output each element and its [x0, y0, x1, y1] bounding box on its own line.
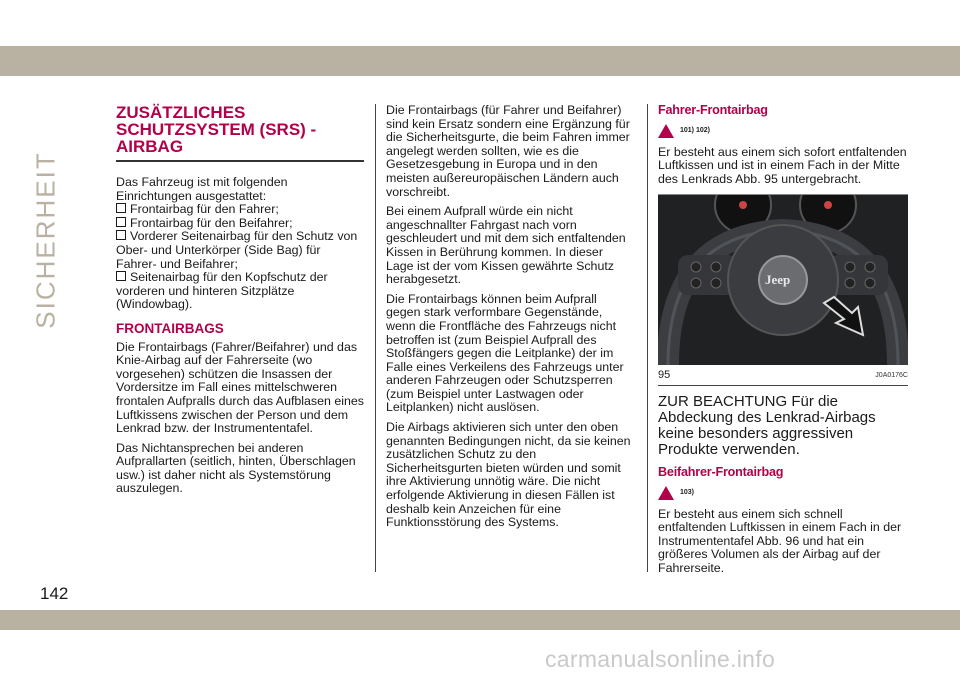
intro-text: Das Fahrzeug ist mit folgenden Einrichtungen ausgestattet:	[116, 175, 288, 203]
figure-caption	[658, 369, 908, 386]
checkbox-bullet-icon	[116, 217, 126, 227]
care-note: ZUR BEACHTUNG Für die Abdeckung des Lenkrad-Airbags keine besonders aggressiven Produkte verwenden.	[658, 392, 876, 458]
passenger-airbag-heading: Beifahrer-Frontairbag	[658, 464, 784, 479]
watermark-link[interactable]: carmanualsonline.info	[545, 646, 776, 672]
warning-triangle-icon	[658, 486, 674, 500]
list-item: Seitenairbag für den Kopfschutz der vorderen und hinteren Sitzplätze (Windowbag).	[116, 270, 328, 312]
steering-wheel-figure	[658, 194, 908, 365]
paragraph: Er besteht aus einem sich sofort entfaltenden Luftkissen und ist in einem Fach in der Mitte des Lenkrads Abb. 95 untergebracht.	[658, 144, 907, 186]
paragraph: Er besteht aus einem sich schnell entfaltenden Luftkissen in einem Fach in der Instrumententafel Abb. 96 und hat ein größeres Volumen als der Airbag auf der Fahrerseite.	[658, 506, 902, 575]
driver-airbag-heading: Fahrer-Frontairbag	[658, 103, 768, 117]
column-3	[658, 104, 908, 582]
paragraph: Das Nichtansprechen bei anderen Aufprallarten (seitlich, hinten, Überschlagen usw.) ist daher nicht als Systemstörung auszulegen.	[116, 440, 356, 496]
section-title: ZUSÄTZLICHES SCHUTZSYSTEM (SRS) - AIRBAG	[116, 104, 364, 162]
figure-number: 95	[658, 369, 671, 382]
checkbox-bullet-icon	[116, 230, 126, 240]
list-item: Frontairbag für den Fahrer;	[116, 203, 364, 217]
section-label: SICHERHEIT	[30, 151, 61, 329]
jeep-logo: Jeep	[765, 272, 791, 288]
paragraph: Die Frontairbags (für Fahrer und Beifahrer) sind kein Ersatz sondern eine Ergänzung für die Sicherheitsgurte, die beim Fahren immer angelegt werden sollten, wie es die Gesetzesgebung in Europa und in den meisten außereuropäischen Ländern auch vorschreibt.	[386, 103, 630, 199]
warning-reference: 103)	[658, 482, 908, 504]
top-band	[0, 46, 960, 76]
warning-triangle-icon	[658, 124, 674, 138]
list-item: Frontairbag für den Beifahrer;	[116, 217, 364, 231]
column-divider	[647, 104, 648, 572]
checkbox-bullet-icon	[116, 271, 126, 281]
page-number: 142	[40, 584, 69, 603]
column-divider	[375, 104, 376, 572]
figure-code: J0A0176C	[875, 372, 908, 380]
paragraph: Die Frontairbags (Fahrer/Beifahrer) und das Knie-Airbag auf der Fahrerseite (wo vorgesehen) schützen die Insassen der Vordersitze im Fall eines mittelschweren frontalen Aufpralls durch das Aufblasen eines Luftkissens zwischen der Person und dem Lenkrad bzw. der Instrumententafel.	[116, 339, 364, 436]
warning-reference: 101) 102)	[658, 120, 908, 142]
paragraph: Die Airbags aktivieren sich unter den oben genannten Bedingungen nicht, da sie keinen zusätzlichen Schutz zu den Sicherheitsgurten bieten würden und somit ihre Aktivierung unnötig wäre. Die nicht erfolgende Aktivierung in diesen Fällen ist deshalb kein Anzeichen für eine Funktionsstörung des Systems.	[386, 420, 631, 530]
subheading: FRONTAIRBAGS	[116, 320, 224, 336]
column-1	[116, 104, 364, 502]
list-item: Vorderer Seitenairbag für den Schutz von Ober- und Unterkörper (Side Bag) für Fahrer- und Beifahrer;	[116, 229, 358, 271]
checkbox-bullet-icon	[116, 203, 126, 213]
paragraph: Bei einem Aufprall würde ein nicht angeschnallter Fahrgast nach vorn geschleudert und mit dem sich entfaltenden Kissen in Berührung kommen. In dieser Lage ist der vom Kissen gewährte Schutz herabgesetzt.	[386, 204, 626, 287]
column-2	[386, 104, 632, 536]
bottom-band	[0, 610, 960, 630]
paragraph: Die Frontairbags können beim Aufprall gegen stark verformbare Gegenstände, wenn die Frontfläche des Fahrzeugs nicht betroffen ist (zum Beispiel Aufprall des Stoßfängers gegen die Leitplanke) der im Falle eines Verkeilens des Fahrzeugs unter anderen Fahrzeugen oder Schutzsperren (zum Beispiel unter Lastwagen oder Leitplanken) nicht auslösen.	[386, 291, 624, 415]
